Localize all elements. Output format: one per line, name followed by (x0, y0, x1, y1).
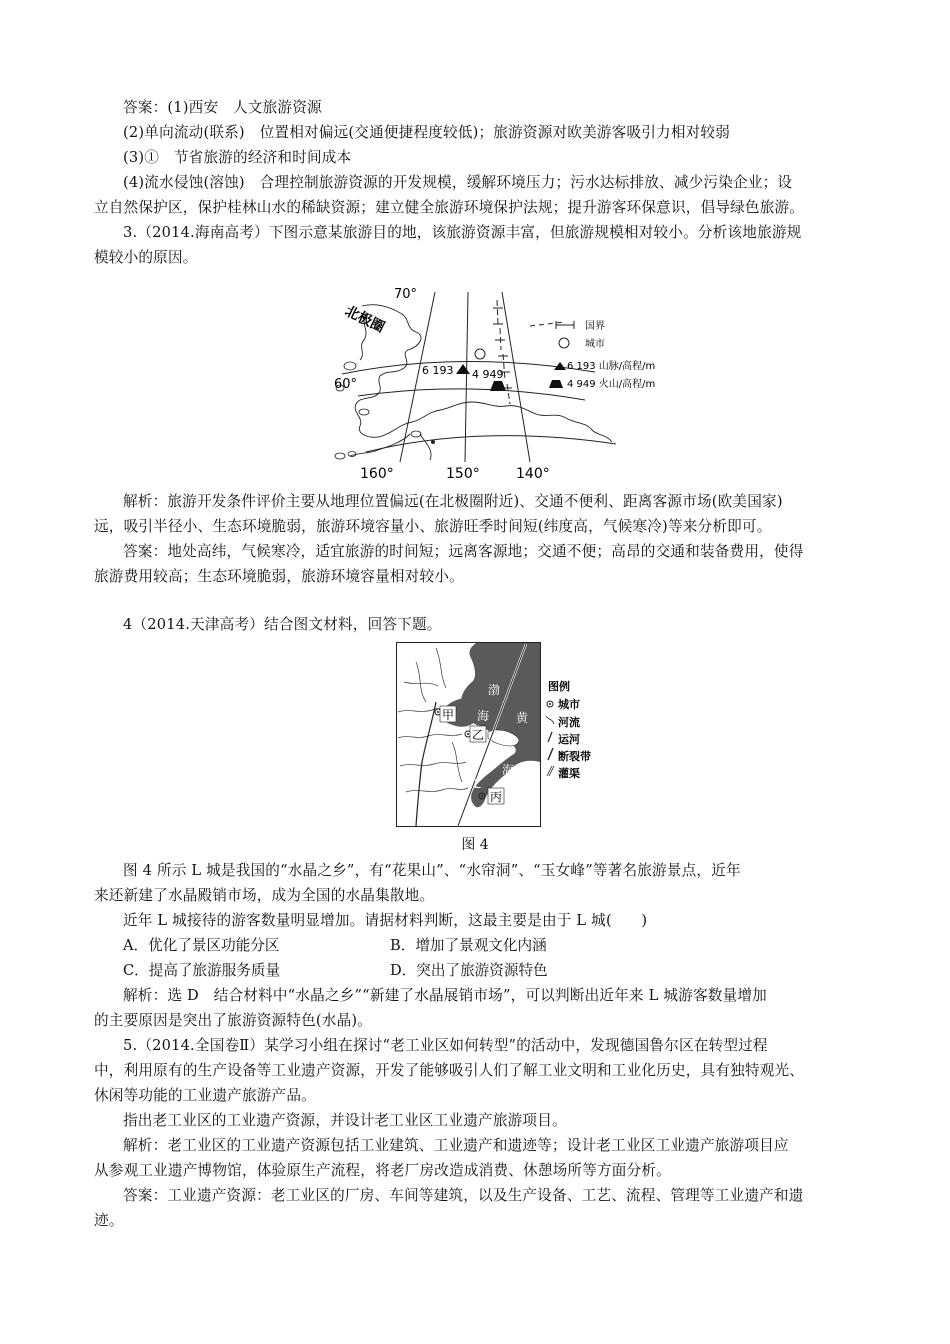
option-c: C．提高了旅游服务质量 (123, 962, 281, 979)
q5-answer-line2: 迹。 (94, 1212, 124, 1229)
city-icon (475, 349, 485, 359)
legend-border-label: 国界 (585, 321, 605, 332)
option-a: A．优化了景区功能分区 (123, 937, 280, 954)
lat-70-label: 70° (394, 287, 418, 302)
legend-city: 城市 (558, 698, 580, 711)
q4-analysis-line1: 解析：选 D 结合材料中“水晶之乡”“新建了水晶展销市场”，可以判断出近年来 L 城游客数量增加 (123, 987, 767, 1004)
q5-stem-line1: 5.（2014.全国卷Ⅱ）某学习小组在探讨“老工业区如何转型”的活动中，发现德国鲁尔区在转型过程 (123, 1037, 768, 1054)
q2-answer-1: 答案：(1)西安 人文旅游资源 (123, 99, 322, 116)
yi-label: 乙 (472, 728, 485, 742)
peak-6193-label: 6 193 (422, 364, 454, 377)
legend-volcano-label: 4 949 火山/高程/m (567, 379, 656, 390)
option-b: B．增加了景观文化内涵 (390, 937, 547, 954)
l-city-label: L (474, 777, 481, 791)
q3-stem-line1: 3.（2014.海南高考）下图示意某旅游目的地，该旅游资源丰富，但旅游规模相对较小。分析该地旅游规 (123, 224, 802, 241)
q3-answer-line1: 答案：地处高纬，气候寒冷，适宜旅游的时间短；远离客源地；交通不便；高昂的交通和装备费用，使得 (123, 543, 804, 560)
q3-answer-line2: 旅游费用较高；生态环境脆弱，旅游环境容量相对较小。 (94, 568, 464, 585)
q3-analysis-line1: 解析：旅游开发条件评价主要从地理位置偏远(在北极圈附近)、交通不便利、距离客源市场(欧美国家) (123, 493, 783, 510)
q3-analysis-line2: 远，吸引半径小、生态环境脆弱，旅游环境容量小、旅游旺季时间短(纬度高，气候寒冷)等来分析即可。 (94, 518, 772, 535)
q4-analysis-line2: 的主要原因是突出了旅游资源特色(水晶)。 (94, 1012, 373, 1029)
volcano-icon (490, 381, 506, 391)
q5-answer-line1: 答案：工业遗产资源：老工业区的厂房、车间等建筑，以及生产设备、工艺、流程、管理等工业遗产和遗 (123, 1187, 804, 1204)
q4-stem: 4（2014.天津高考）结合图文材料，回答下题。 (123, 616, 442, 633)
q4-text-line1: 图 4 所示 L 城是我国的“水晶之乡”，有“花果山”、“水帘洞”、“玉女峰”等著名旅游景点，近年 (123, 862, 741, 879)
legend-canal: 运河 (558, 733, 580, 746)
q5-analysis-line1: 解析：老工业区的工业遗产资源包括工业建筑、工业遗产和遗迹等；设计老工业区工业遗产旅游项目应 (123, 1137, 789, 1154)
hai-label-1: 海 (477, 709, 490, 723)
q2-answer-2: (2)单向流动(联系) 位置相对偏远(交通便捷程度较低)；旅游资源对欧美游客吸引力相对较弱 (123, 124, 731, 141)
arctic-circle-label: 北极圈 (342, 303, 388, 337)
q4-question: 近年 L 城接待的游客数量明显增加。请据材料判断，这最主要是由于 L 城( ) (123, 912, 648, 929)
bing-label: 丙 (490, 790, 503, 804)
q2-answer-4-line2: 立自然保护区，保护桂林山水的稀缺资源；建立健全旅游环境保护法规；提升游客环保意识，倡导绿色旅游。 (94, 199, 805, 216)
q3-stem-line2: 模较小的原因。 (94, 249, 198, 266)
legend-channel: 灌渠 (558, 767, 580, 780)
q5-task: 指出老工业区的工业遗产资源，并设计老工业区工业遗产旅游项目。 (123, 1112, 567, 1129)
shandong-map (396, 642, 608, 828)
legend-city-label: 城市 (585, 339, 605, 350)
peak-4949-label: 4 949 (472, 368, 504, 381)
legend-mountain-label: 6 193 山脉/高程/m (567, 361, 656, 372)
bo-label: 渤 (488, 683, 501, 697)
mountain-icon (456, 364, 470, 374)
legend-title: 图例 (548, 680, 570, 693)
q5-stem-line2: 中，利用原有的生产设备等工业遗产资源，开发了能够吸引人们了解工业文明和工业化历史，具有独特观光、 (94, 1062, 805, 1079)
q2-answer-4-line1: (4)流水侵蚀(溶蚀) 合理控制旅游资源的开发规模，缓解环境压力；污水达标排放、减少污染企业；设 (123, 174, 793, 191)
q4-text-line2: 来还新建了水晶殿销市场，成为全国的水晶集散地。 (94, 887, 435, 904)
lon-150-label: 150° (446, 466, 480, 482)
jia-label: 甲 (442, 708, 455, 722)
legend-fault: 断裂带 (558, 750, 591, 763)
legend-river: 河流 (558, 716, 580, 729)
huang-label: 黄 (516, 711, 529, 725)
hai-label-2: 海 (502, 763, 515, 777)
map-legend (549, 320, 655, 390)
q2-answer-3: (3)① 节省旅游的经济和时间成本 (123, 149, 352, 166)
q5-analysis-line2: 从参观工业遗产博物馆，体验原生产流程，将老厂房改造成消费、休憩场所等方面分析。 (94, 1162, 671, 1179)
lon-160-label: 160° (360, 466, 394, 482)
option-d: D．突出了旅游资源特色 (390, 962, 548, 979)
q5-stem-line3: 休闲等功能的工业遗产旅游产品。 (94, 1087, 316, 1104)
lat-60-label: 60° (334, 377, 358, 392)
figure-4-caption: 图 4 (461, 837, 489, 853)
shandong-map-legend (546, 679, 591, 780)
lon-140-label: 140° (516, 466, 550, 482)
alaska-map (330, 284, 680, 484)
